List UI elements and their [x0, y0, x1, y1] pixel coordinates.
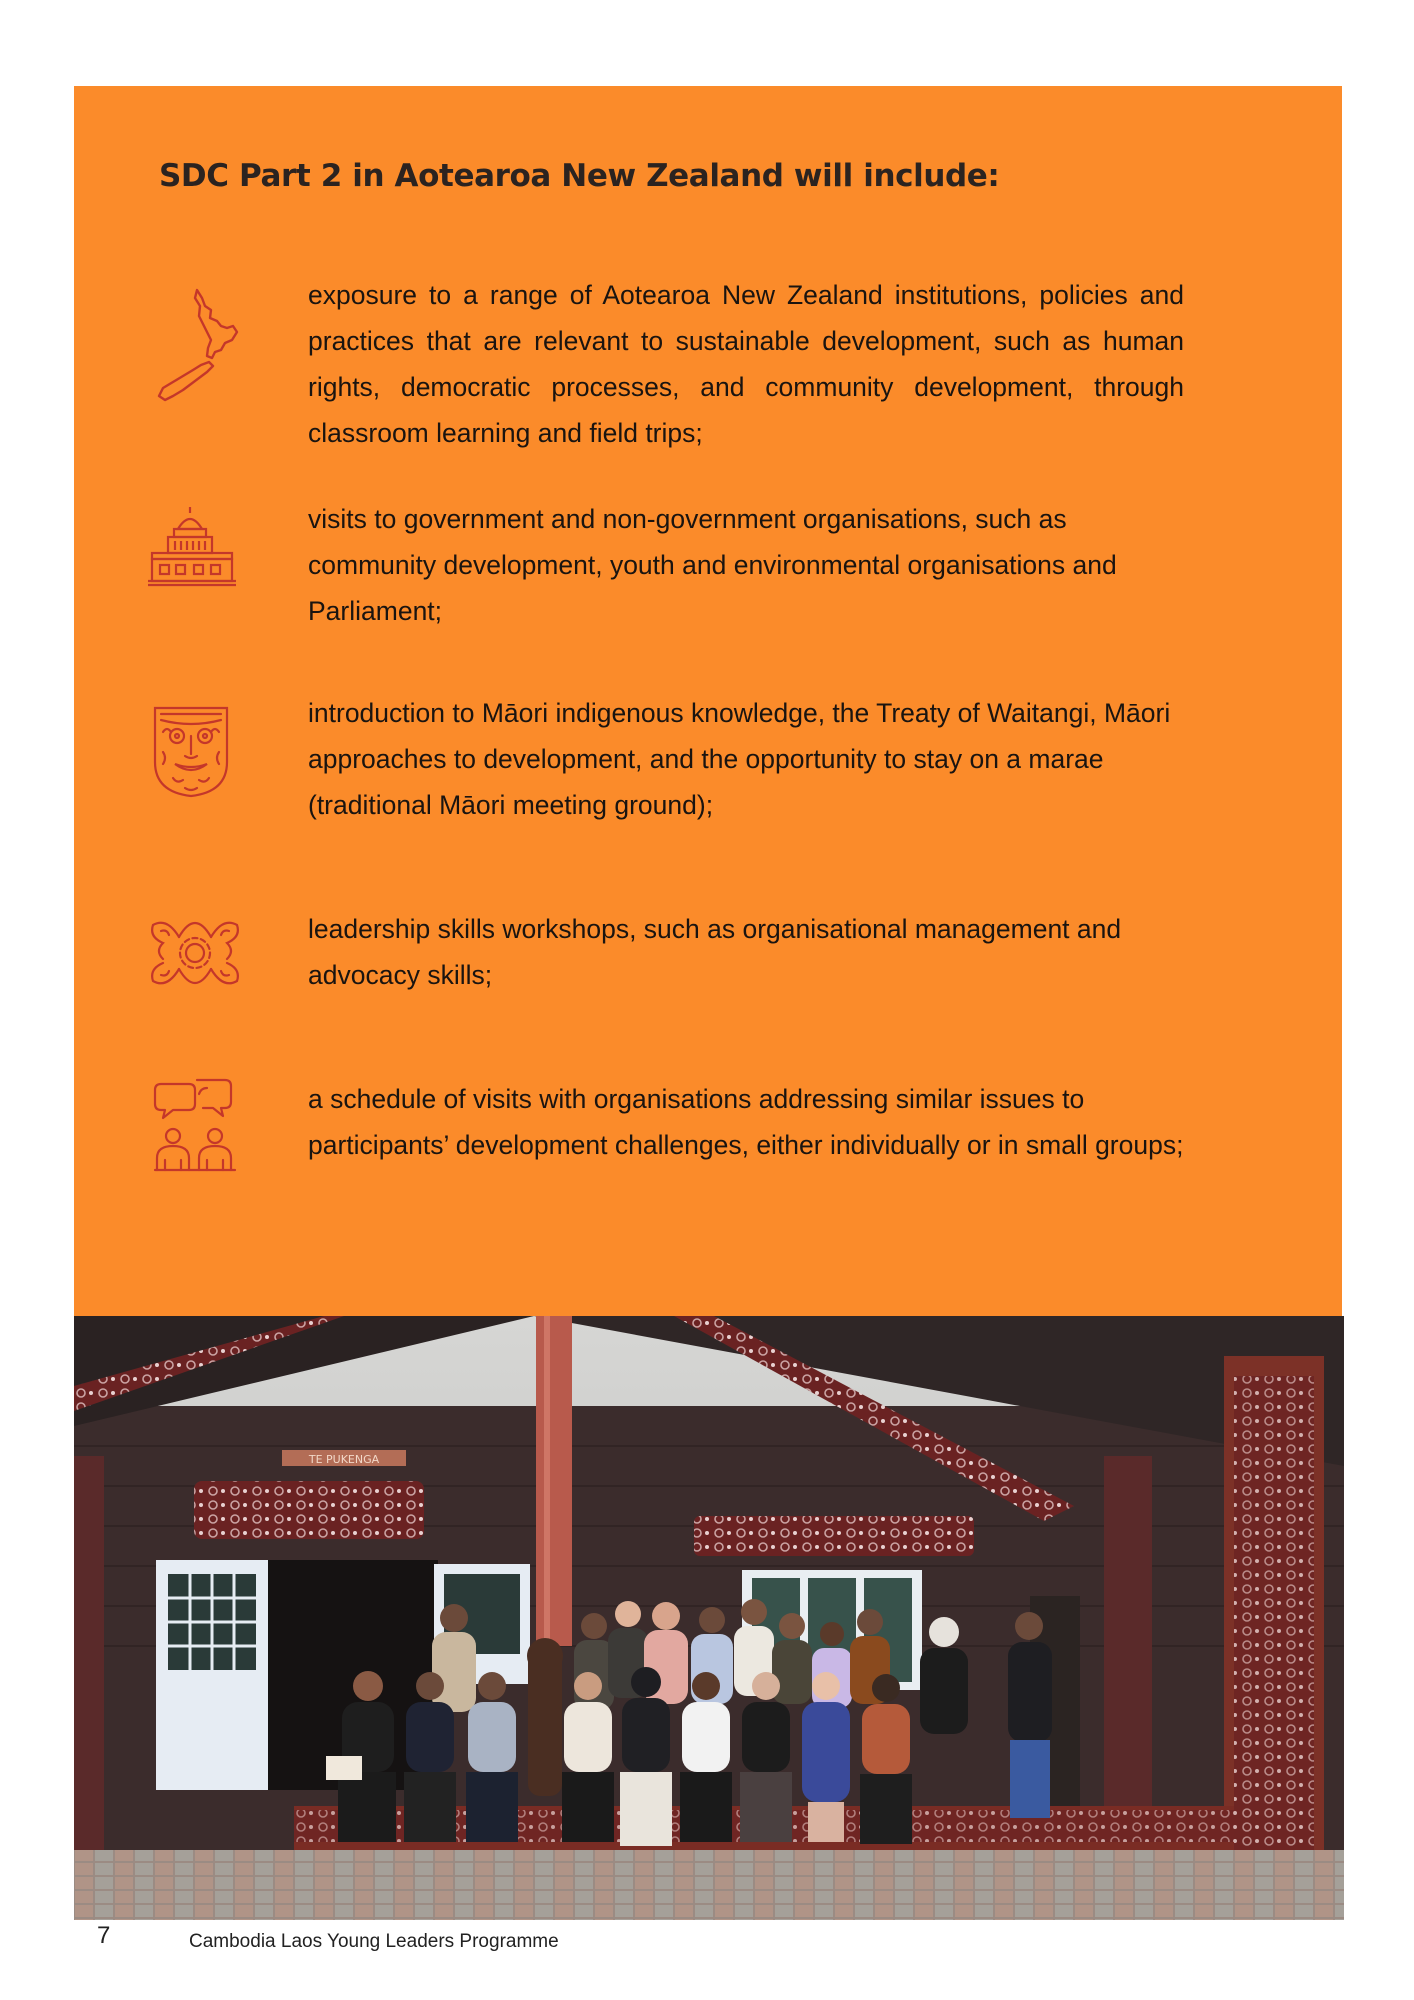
speech-bubbles-people-icon [153, 1078, 239, 1174]
item-text: introduction to Māori indigenous knowledge, the Treaty of Waitangi, Māori approaches to development, and the opportunity to stay on a marae (traditional Māori meeting ground); [308, 698, 1171, 820]
parliament-building-icon [148, 505, 238, 595]
page-number: 7 [97, 1922, 111, 1949]
group-photo-marae [74, 1316, 1344, 1920]
new-zealand-map-icon [155, 288, 245, 403]
maori-carving-face-icon [153, 706, 229, 798]
item-text: exposure to a range of Aotearoa New Zealand institutions, policies and practices that are relevant to sustainable development, such as human rights, democratic processes, and community development, through classroom learning and field trips; [308, 280, 1184, 448]
item-text: visits to government and non-government organisations, such as community development, youth and environmental organisations and Parliament; [308, 504, 1117, 626]
marae-sign-text: TE PUKENGA [308, 1453, 380, 1466]
section-heading: SDC Part 2 in Aotearoa New Zealand will include: [159, 158, 1000, 194]
gear-ornament-icon [149, 907, 241, 999]
item-text: a schedule of visits with organisations addressing similar issues to participants’ development challenges, either individually or in small groups; [308, 1084, 1184, 1160]
footer-title: Cambodia Laos Young Leaders Programme [189, 1931, 559, 1952]
item-text: leadership skills workshops, such as organisational management and advocacy skills; [308, 914, 1122, 990]
